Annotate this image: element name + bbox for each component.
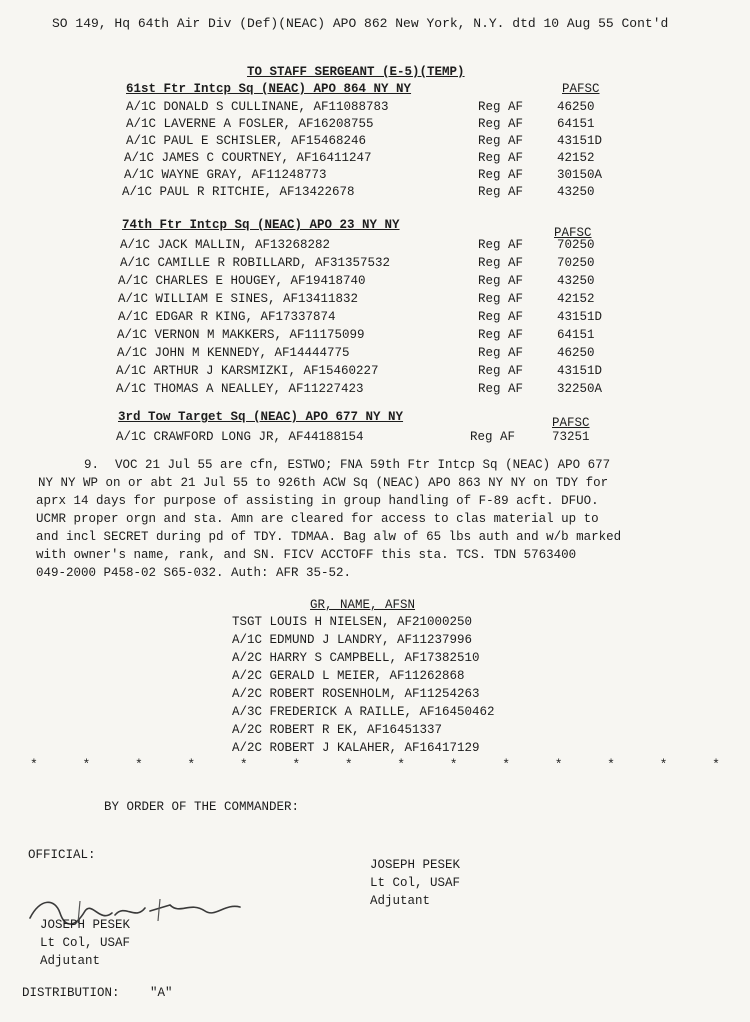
separator-star: *: [134, 757, 143, 772]
table-row: A/1C THOMAS A NEALLEY, AF11227423 Reg AF 32250A: [116, 382, 603, 396]
afsc-header: PAFSC: [552, 416, 590, 430]
paragraph-line: and incl SECRET during pd of TDY. TDMAA. Bag alw of 65 lbs auth and w/b marked: [36, 530, 622, 544]
separator-star: *: [607, 757, 615, 772]
paragraph-line: UCMR proper orgn and sta. Amn are cleared for access to clas material up to: [36, 512, 599, 526]
roster-entry: A/1C EDMUND J LANDRY, AF11237996: [232, 633, 473, 647]
section-title: 61st Ftr Intcp Sq (NEAC) APO 864 NY NY: [126, 82, 412, 96]
paragraph-line: aprx 14 days for purpose of assisting in group handling of F-89 acft. DFUO.: [36, 494, 599, 508]
table-row: A/1C CHARLES E HOUGEY, AF19418740 Reg AF 43250: [118, 274, 595, 288]
section-title: 74th Ftr Intcp Sq (NEAC) APO 23 NY NY: [122, 218, 400, 232]
roster-entry: A/2C ROBERT J KALAHER, AF16417129: [232, 741, 480, 755]
table-row: A/1C ARTHUR J KARSMIZKI, AF15460227 Reg AF 43151D: [116, 364, 603, 378]
commander-rank: Lt Col, USAF: [370, 876, 461, 890]
afsc-header: PAFSC: [562, 82, 600, 96]
table-row: A/1C CAMILLE R ROBILLARD, AF31357532 Reg AF 70250: [120, 256, 595, 270]
section-title: 3rd Tow Target Sq (NEAC) APO 677 NY NY: [118, 410, 404, 424]
table-row: A/1C JAMES C COURTNEY, AF16411247 Reg AF 42152: [124, 151, 595, 165]
separator-star: *: [712, 757, 720, 772]
table-row: A/1C EDGAR R KING, AF17337874 Reg AF 43151D: [118, 310, 603, 324]
table-row: A/1C LAVERNE A FOSLER, AF16208755 Reg AF 64151: [126, 117, 595, 131]
table-row: A/1C DONALD S CULLINANE, AF11088783 Reg AF 46250: [126, 100, 595, 114]
separator-star: *: [449, 757, 458, 772]
distribution-value: "A": [150, 986, 173, 1000]
separator-star: *: [239, 757, 248, 772]
official-name: JOSEPH PESEK: [40, 918, 131, 932]
separator-star: *: [344, 757, 353, 772]
separator-star: *: [502, 757, 511, 772]
official-title: Adjutant: [40, 954, 101, 968]
roster-entry: TSGT LOUIS H NIELSEN, AF21000250: [232, 615, 473, 629]
separator-star: *: [30, 757, 38, 772]
table-row: A/1C WAYNE GRAY, AF11248773 Reg AF 30150A: [124, 168, 603, 182]
roster-heading: GR, NAME, AFSN: [310, 598, 416, 612]
roster-entry: A/2C HARRY S CAMPBELL, AF17382510: [232, 651, 480, 665]
separator-star: *: [187, 757, 196, 772]
paragraph-number: 9.: [84, 458, 100, 472]
separator-star: *: [397, 757, 406, 772]
table-row: A/1C CRAWFORD LONG JR, AF44188154 Reg AF 73251: [116, 430, 590, 444]
roster-entry: A/2C GERALD L MEIER, AF11262868: [232, 669, 465, 683]
official-rank: Lt Col, USAF: [40, 936, 131, 950]
table-row: A/1C PAUL E SCHISLER, AF15468246 Reg AF 43151D: [126, 134, 603, 148]
promotion-heading: TO STAFF SERGEANT (E-5)(TEMP): [247, 65, 465, 79]
commander-name: JOSEPH PESEK: [370, 858, 461, 872]
table-row: A/1C WILLIAM E SINES, AF13411832 Reg AF 42152: [118, 292, 595, 306]
table-row: A/1C JOHN M KENNEDY, AF14444775 Reg AF 46250: [117, 346, 595, 360]
table-row: A/1C PAUL R RITCHIE, AF13422678 Reg AF 43250: [122, 185, 595, 199]
roster-entry: A/2C ROBERT ROSENHOLM, AF11254263: [232, 687, 480, 701]
distribution-label: DISTRIBUTION:: [22, 986, 120, 1000]
separator-star: *: [82, 757, 91, 772]
table-row: A/1C JACK MALLIN, AF13268282 Reg AF 70250: [120, 238, 595, 252]
afsc-header: PAFSC: [554, 226, 592, 240]
paragraph-line: with owner's name, rank, and SN. FICV ACCTOFF this sta. TCS. TDN 5763400: [36, 548, 577, 562]
paragraph-line: NY NY WP on or abt 21 Jul 55 to 926th ACW Sq (NEAC) APO 863 NY NY on TDY for: [38, 476, 609, 490]
official-label: OFFICIAL:: [28, 848, 96, 862]
paragraph-line: VOC 21 Jul 55 are cfn, ESTWO; FNA 59th Ftr Intcp Sq (NEAC) APO 677: [115, 458, 611, 472]
order-line: BY ORDER OF THE COMMANDER:: [104, 800, 300, 814]
separator-star: *: [659, 757, 668, 772]
separator-star: *: [292, 757, 301, 772]
roster-entry: A/2C ROBERT R EK, AF16451337: [232, 723, 443, 737]
star-separator: [30, 757, 720, 772]
separator-star: *: [554, 757, 563, 772]
header-line: SO 149, Hq 64th Air Div (Def)(NEAC) APO 862 New York, N.Y. dtd 10 Aug 55 Cont'd: [52, 16, 669, 31]
paragraph-line: 049-2000 P458-02 S65-032. Auth: AFR 35-52.: [36, 566, 352, 580]
roster-entry: A/3C FREDERICK A RAILLE, AF16450462: [232, 705, 495, 719]
table-row: A/1C VERNON M MAKKERS, AF11175099 Reg AF 64151: [117, 328, 595, 342]
commander-title: Adjutant: [370, 894, 431, 908]
